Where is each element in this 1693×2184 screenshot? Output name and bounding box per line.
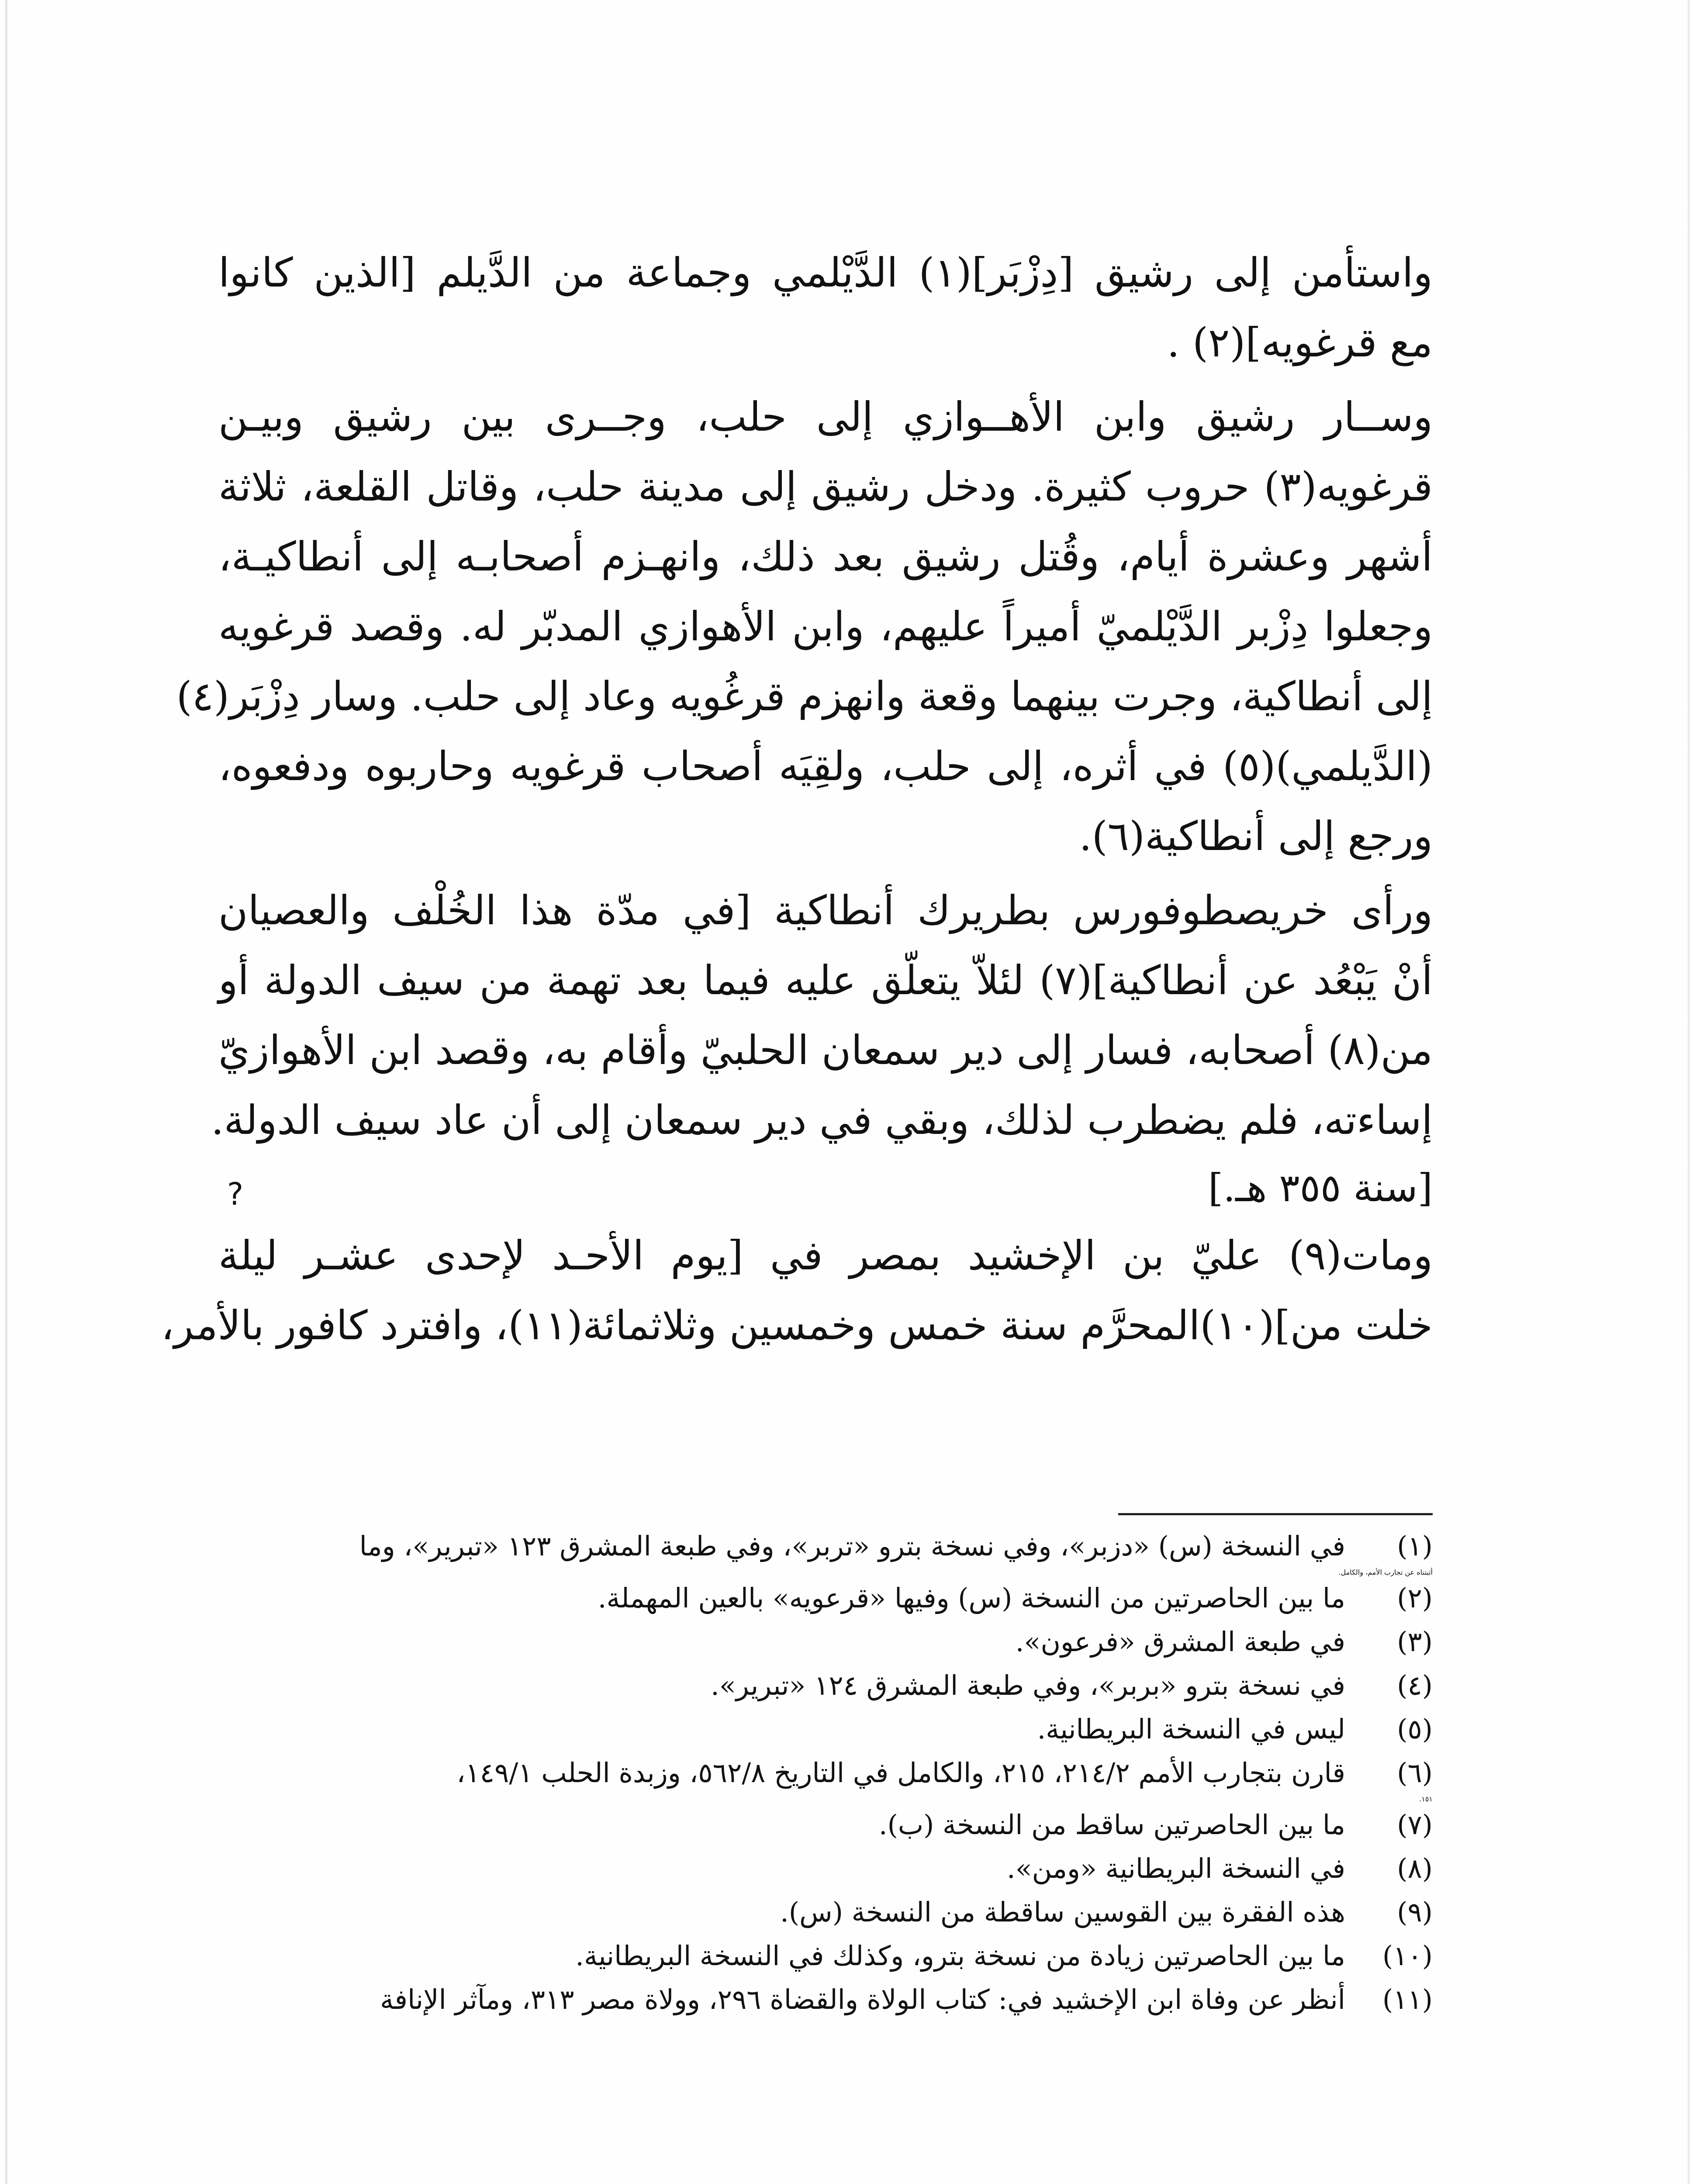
text-line: وســار رشيق وابن الأهــوازي إلى حلب، وجــرى بين رشيق وبيـن: [218, 394, 1433, 440]
year-heading-text: [سنة ٣٥٥ هـ.]: [1208, 1165, 1433, 1210]
footnotes: [218, 1524, 1433, 2022]
footnote: [218, 1803, 1433, 1847]
margin-mark: ?: [227, 1176, 244, 1212]
footnote: [218, 1890, 1433, 1934]
footnote-text: أنظر عن وفاة ابن الإخشيد في: كتاب الولاة والقضاة ٢٩٦، وولاة مصر ٣١٣، ومآثر الإنافة: [380, 1984, 1345, 2015]
footnote-text: ما بين الحاصرتين من النسخة (س) وفيها «قرعويه» بالعين المهملة.: [598, 1582, 1345, 1614]
scan-edge-right: [1687, 0, 1690, 2184]
text-line: قرغويه(٣) حروب كثيرة. ودخل رشيق إلى مدينة حلب، وقاتل القلعة، ثلاثة: [218, 463, 1433, 510]
text-line: ورأى خريصطوفورس بطريرك أنطاكية [في مدّة هذا الخُلْف والعصيان: [218, 887, 1433, 934]
footnote-number: (١١): [1382, 1984, 1433, 2015]
text-line: ورجع إلى أنطاكية(٦).: [1079, 813, 1433, 860]
footnote: [218, 1751, 1433, 1795]
text-line: إلى أنطاكية، وجرت بينهما وقعة وانهزم قرغُويه وعاد إلى حلب. وسار دِزْبَر(٤): [176, 673, 1433, 720]
footnote: [218, 1978, 1433, 2022]
footnote-continuation: ١٥١.: [1419, 1795, 1433, 1803]
text-line: من(٨) أصحابه، فسار إلى دير سمعان الحلبيّ وأقام به، وقصد ابن الأهوازيّ: [218, 1027, 1433, 1074]
footnote-number: (٣): [1397, 1626, 1433, 1658]
footnote-number: (١٠): [1382, 1940, 1433, 1972]
text-line: ومات(٩) عليّ بن الإخشيد بمصر في [يوم الأحـد لإحدى عشـر ليلة: [218, 1232, 1433, 1279]
footnote-text: ليس في النسخة البريطانية.: [1037, 1713, 1345, 1745]
year-heading: [218, 1155, 1433, 1221]
text-line: مع قرغويه](٢) .: [1167, 319, 1433, 366]
footnote-number: (٨): [1397, 1852, 1433, 1884]
footnote-text: قارن بتجارب الأمم ٢١٤/٢، ٢١٥، والكامل في التاريخ ٥٦٢/٨، وزبدة الحلب ١٤٩/١،: [456, 1757, 1345, 1789]
footnote: [218, 1524, 1433, 1568]
footnote-number: (٥): [1397, 1713, 1433, 1745]
footnote-continuation: أثبتناه عن تجارب الأمم، والكامل.: [1338, 1568, 1433, 1576]
footnote-number: (٢): [1397, 1582, 1433, 1614]
text-line: إساءته، فلم يضطرب لذلك، وبقي في دير سمعان إلى أن عاد سيف الدولة.: [211, 1097, 1433, 1144]
footnote-text: ما بين الحاصرتين زيادة من نسخة بترو، وكذلك في النسخة البريطانية.: [575, 1940, 1345, 1972]
footnote: [218, 1620, 1433, 1664]
text-line: واستأمن إلى رشيق [دِزْبَر](١) الدَّيْلمي وجماعة من الدَّيلم [الذين كانوا: [218, 249, 1433, 296]
footnote-text: في نسخة بترو «بربر»، وفي طبعة المشرق ١٢٤ «تبرير».: [711, 1669, 1345, 1701]
scan-edge-left: [5, 0, 8, 2184]
footnote-text: في طبعة المشرق «فرعون».: [1015, 1626, 1345, 1658]
footnote-text: في النسخة البريطانية «ومن».: [1007, 1852, 1345, 1884]
footnote-number: (٧): [1397, 1809, 1433, 1841]
text-line: وجعلوا دِزْبر الدَّيْلميّ أميراً عليهم، وابن الأهوازي المدبّر له. وقصد قرغويه: [218, 603, 1433, 650]
footnote-text: ما بين الحاصرتين ساقط من النسخة (ب).: [878, 1809, 1345, 1841]
footnote-number: (٩): [1397, 1896, 1433, 1928]
text-line: خلت من](١٠)المحرَّم سنة خمس وخمسين وثلاثمائة(١١)، وافترد كافور بالأمر،: [161, 1302, 1433, 1349]
paragraph-gap: [218, 871, 1433, 876]
text-line: (الدَّيلمي)(٥) في أثره، إلى حلب، ولقِيَه أصحاب قرغويه وحاربوه ودفعوه،: [218, 743, 1433, 790]
footnote-separator: [1118, 1513, 1433, 1515]
footnote-text: هذه الفقرة بين القوسين ساقطة من النسخة (س).: [780, 1896, 1345, 1928]
footnote-number: (٤): [1397, 1669, 1433, 1701]
footnote-number: (٦): [1397, 1757, 1433, 1789]
footnote: [218, 1576, 1433, 1620]
text-line: أنْ يَبْعُد عن أنطاكية](٧) لئلاّ يتعلّق عليه فيما بعد تهمة من سيف الدولة أو: [218, 957, 1433, 1004]
footnote-number: (١): [1397, 1530, 1433, 1562]
footnote: [218, 1847, 1433, 1890]
main-text: [161, 238, 1433, 1361]
footnote: [218, 1664, 1433, 1707]
footnote-text: في النسخة (س) «دزبر»، وفي نسخة بترو «تربر»، وفي طبعة المشرق ١٢٣ «تبرير»، وما: [359, 1530, 1345, 1562]
footnote: [218, 1707, 1433, 1751]
text-line: أشهر وعشرة أيام، وقُتل رشيق بعد ذلك، وانهـزم أصحابـه إلى أنطاكيـة،: [218, 533, 1433, 580]
paragraph-gap: [218, 378, 1433, 382]
footnote: [218, 1934, 1433, 1978]
